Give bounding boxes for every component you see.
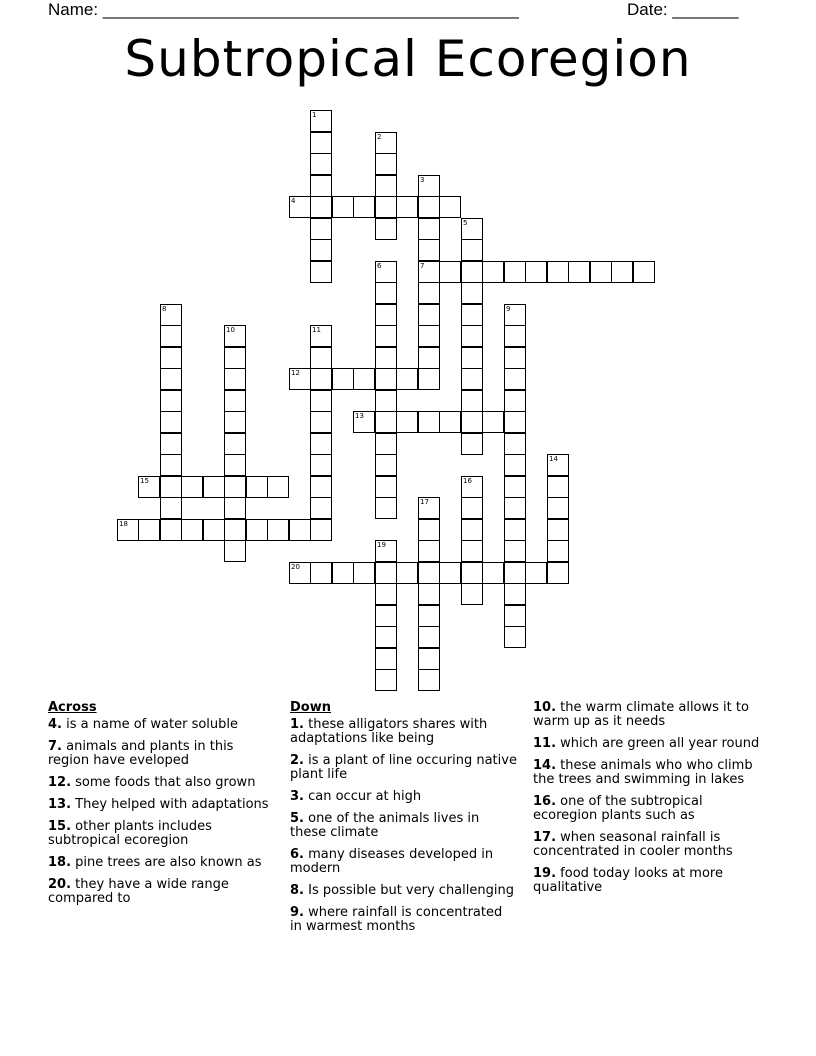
grid-cell[interactable] bbox=[375, 540, 397, 562]
grid-cell[interactable] bbox=[224, 368, 246, 390]
clue-item-number: 1. bbox=[290, 717, 304, 732]
grid-cell[interactable] bbox=[504, 540, 526, 562]
clue-item bbox=[48, 798, 276, 812]
clue-item-text: is a plant of line occuring native plant life bbox=[290, 753, 517, 782]
grid-cell[interactable] bbox=[224, 325, 246, 347]
clue-item-number: 9. bbox=[290, 905, 304, 920]
grid-cell[interactable] bbox=[203, 476, 225, 498]
grid-cell[interactable] bbox=[504, 261, 526, 283]
clue-item-text: many diseases developed in modern bbox=[290, 847, 494, 876]
grid-cell[interactable] bbox=[181, 519, 203, 541]
grid-cell[interactable] bbox=[375, 261, 397, 283]
grid-cell[interactable] bbox=[310, 368, 332, 390]
grid-cell[interactable] bbox=[181, 476, 203, 498]
clue-item-number: 12. bbox=[48, 775, 72, 790]
down-clue-list-continued bbox=[533, 701, 761, 895]
down-clue-list bbox=[290, 718, 518, 934]
grid-cell[interactable] bbox=[461, 282, 483, 304]
clue-item-text: one of the subtropical ecoregion plants such as bbox=[533, 794, 703, 823]
grid-cell[interactable] bbox=[482, 261, 504, 283]
grid-cell[interactable] bbox=[418, 347, 440, 369]
clue-number: 8 bbox=[162, 305, 167, 313]
grid-cell[interactable] bbox=[461, 239, 483, 261]
grid-cell[interactable] bbox=[160, 325, 182, 347]
grid-cell[interactable] bbox=[375, 583, 397, 605]
grid-cell[interactable] bbox=[117, 519, 139, 541]
grid-cell[interactable] bbox=[332, 562, 354, 584]
grid-cell[interactable] bbox=[289, 368, 311, 390]
grid-cell[interactable] bbox=[461, 261, 483, 283]
grid-cell[interactable] bbox=[310, 175, 332, 197]
grid-cell[interactable] bbox=[289, 562, 311, 584]
clue-item bbox=[290, 754, 518, 782]
grid-cell[interactable] bbox=[418, 261, 440, 283]
grid-cell[interactable] bbox=[547, 497, 569, 519]
grid-cell[interactable] bbox=[310, 347, 332, 369]
grid-cell[interactable] bbox=[418, 583, 440, 605]
grid-cell[interactable] bbox=[547, 540, 569, 562]
clue-item bbox=[533, 701, 761, 729]
grid-cell[interactable] bbox=[418, 325, 440, 347]
down-clues-continued bbox=[533, 701, 761, 903]
grid-cell[interactable] bbox=[439, 562, 461, 584]
grid-cell[interactable] bbox=[461, 325, 483, 347]
grid-cell[interactable] bbox=[418, 239, 440, 261]
grid-cell[interactable] bbox=[353, 411, 375, 433]
grid-cell[interactable] bbox=[482, 411, 504, 433]
clue-number: 18 bbox=[119, 520, 128, 528]
clue-item-text: animals and plants in this region have eveloped bbox=[48, 739, 234, 768]
clue-item-text: They helped with adaptations bbox=[71, 797, 269, 812]
grid-cell[interactable] bbox=[375, 562, 397, 584]
clue-item-text: one of the animals lives in these climate bbox=[290, 811, 480, 840]
grid-cell[interactable] bbox=[353, 562, 375, 584]
clue-item-text: which are green all year round bbox=[556, 736, 760, 751]
grid-cell[interactable] bbox=[418, 669, 440, 691]
clue-item bbox=[48, 718, 276, 732]
grid-cell[interactable] bbox=[289, 519, 311, 541]
clue-item-text: is a name of water soluble bbox=[61, 717, 239, 732]
clue-item bbox=[290, 884, 518, 898]
down-heading: Down bbox=[290, 700, 331, 715]
grid-cell[interactable] bbox=[504, 583, 526, 605]
grid-cell[interactable] bbox=[418, 196, 440, 218]
grid-cell[interactable] bbox=[310, 497, 332, 519]
grid-cell[interactable] bbox=[396, 562, 418, 584]
clue-item-number: 13. bbox=[48, 797, 72, 812]
grid-cell[interactable] bbox=[267, 519, 289, 541]
clue-item-text: other plants includes subtropical ecoregion bbox=[48, 819, 212, 848]
grid-cell[interactable] bbox=[310, 454, 332, 476]
grid-cell[interactable] bbox=[547, 261, 569, 283]
clue-number: 10 bbox=[226, 326, 235, 334]
grid-cell[interactable] bbox=[375, 411, 397, 433]
clue-number: 14 bbox=[549, 455, 558, 463]
clue-item-text: they have a wide range compared to bbox=[48, 877, 229, 906]
grid-cell[interactable] bbox=[418, 411, 440, 433]
grid-cell[interactable] bbox=[504, 454, 526, 476]
grid-cell[interactable] bbox=[461, 218, 483, 240]
clue-item-number: 20. bbox=[48, 877, 72, 892]
clue-number: 13 bbox=[355, 412, 364, 420]
clue-item bbox=[290, 848, 518, 876]
grid-cell[interactable] bbox=[461, 519, 483, 541]
clue-item-number: 8. bbox=[290, 883, 304, 898]
grid-cell[interactable] bbox=[375, 347, 397, 369]
clue-item-number: 10. bbox=[533, 700, 557, 715]
grid-cell[interactable] bbox=[246, 476, 268, 498]
grid-cell[interactable] bbox=[310, 325, 332, 347]
grid-cell[interactable] bbox=[418, 175, 440, 197]
clue-number: 17 bbox=[420, 498, 429, 506]
clue-number: 19 bbox=[377, 541, 386, 549]
grid-cell[interactable] bbox=[418, 304, 440, 326]
grid-cell[interactable] bbox=[375, 218, 397, 240]
page-title: Subtropical Ecoregion bbox=[124, 30, 692, 88]
clue-item bbox=[48, 856, 276, 870]
grid-cell[interactable] bbox=[396, 196, 418, 218]
grid-cell[interactable] bbox=[310, 218, 332, 240]
grid-cell[interactable] bbox=[504, 433, 526, 455]
clue-item-text: when seasonal rainfall is concentrated in cooler months bbox=[533, 830, 733, 859]
grid-cell[interactable] bbox=[160, 454, 182, 476]
grid-cell[interactable] bbox=[461, 304, 483, 326]
grid-cell[interactable] bbox=[504, 325, 526, 347]
grid-cell[interactable] bbox=[160, 519, 182, 541]
grid-cell[interactable] bbox=[418, 626, 440, 648]
clue-item-number: 5. bbox=[290, 811, 304, 826]
clue-item-number: 15. bbox=[48, 819, 72, 834]
grid-cell[interactable] bbox=[246, 519, 268, 541]
grid-cell[interactable] bbox=[310, 519, 332, 541]
grid-cell[interactable] bbox=[224, 433, 246, 455]
grid-cell[interactable] bbox=[224, 476, 246, 498]
clue-number: 5 bbox=[463, 219, 468, 227]
date-line: Date: _______ bbox=[627, 0, 739, 19]
clue-item-text: some foods that also grown bbox=[71, 775, 256, 790]
grid-cell[interactable] bbox=[461, 368, 483, 390]
clue-number: 6 bbox=[377, 262, 382, 270]
clue-item bbox=[290, 812, 518, 840]
grid-cell[interactable] bbox=[504, 605, 526, 627]
grid-cell[interactable] bbox=[203, 519, 225, 541]
grid-cell[interactable] bbox=[267, 476, 289, 498]
grid-cell[interactable] bbox=[375, 648, 397, 670]
grid-cell[interactable] bbox=[353, 368, 375, 390]
grid-cell[interactable] bbox=[396, 368, 418, 390]
grid-cell[interactable] bbox=[289, 196, 311, 218]
grid-cell[interactable] bbox=[504, 626, 526, 648]
clue-item bbox=[48, 776, 276, 790]
clue-number: 12 bbox=[291, 369, 300, 377]
grid-cell[interactable] bbox=[310, 390, 332, 412]
clue-number: 16 bbox=[463, 477, 472, 485]
grid-cell[interactable] bbox=[396, 411, 418, 433]
grid-cell[interactable] bbox=[461, 583, 483, 605]
grid-cell[interactable] bbox=[504, 304, 526, 326]
grid-cell[interactable] bbox=[633, 261, 655, 283]
grid-cell[interactable] bbox=[160, 411, 182, 433]
grid-cell[interactable] bbox=[525, 562, 547, 584]
clue-item bbox=[290, 718, 518, 746]
grid-cell[interactable] bbox=[547, 562, 569, 584]
grid-cell[interactable] bbox=[375, 132, 397, 154]
grid-cell[interactable] bbox=[461, 497, 483, 519]
grid-cell[interactable] bbox=[482, 562, 504, 584]
grid-cell[interactable] bbox=[504, 368, 526, 390]
grid-cell[interactable] bbox=[138, 519, 160, 541]
clue-item-text: pine trees are also known as bbox=[71, 855, 262, 870]
grid-cell[interactable] bbox=[439, 261, 461, 283]
grid-cell[interactable] bbox=[461, 347, 483, 369]
name-line: Name: ____________________________________________ bbox=[48, 0, 519, 19]
grid-cell[interactable] bbox=[375, 153, 397, 175]
grid-cell[interactable] bbox=[310, 261, 332, 283]
grid-cell[interactable] bbox=[224, 497, 246, 519]
grid-cell[interactable] bbox=[160, 433, 182, 455]
clue-item-number: 14. bbox=[533, 758, 557, 773]
clue-item bbox=[290, 790, 518, 804]
grid-cell[interactable] bbox=[310, 132, 332, 154]
grid-cell[interactable] bbox=[504, 476, 526, 498]
grid-cell[interactable] bbox=[310, 153, 332, 175]
grid-cell[interactable] bbox=[160, 347, 182, 369]
grid-cell[interactable] bbox=[310, 476, 332, 498]
clue-item bbox=[48, 740, 276, 768]
grid-cell[interactable] bbox=[547, 454, 569, 476]
clue-item-number: 17. bbox=[533, 830, 557, 845]
grid-cell[interactable] bbox=[439, 196, 461, 218]
clue-item-number: 2. bbox=[290, 753, 304, 768]
grid-cell[interactable] bbox=[375, 325, 397, 347]
grid-cell[interactable] bbox=[310, 110, 332, 132]
grid-cell[interactable] bbox=[224, 411, 246, 433]
grid-cell[interactable] bbox=[160, 390, 182, 412]
grid-cell[interactable] bbox=[375, 454, 397, 476]
grid-cell[interactable] bbox=[310, 239, 332, 261]
clue-item-text: can occur at high bbox=[303, 789, 422, 804]
clue-item-number: 6. bbox=[290, 847, 304, 862]
grid-cell[interactable] bbox=[375, 390, 397, 412]
clue-item bbox=[533, 867, 761, 895]
clue-number: 4 bbox=[291, 197, 296, 205]
grid-cell[interactable] bbox=[461, 411, 483, 433]
across-clues bbox=[48, 701, 276, 914]
grid-cell[interactable] bbox=[590, 261, 612, 283]
grid-cell[interactable] bbox=[310, 411, 332, 433]
clue-number: 9 bbox=[506, 305, 511, 313]
across-clue-list bbox=[48, 718, 276, 906]
grid-cell[interactable] bbox=[418, 562, 440, 584]
grid-cell[interactable] bbox=[224, 454, 246, 476]
clue-item bbox=[48, 820, 276, 848]
grid-cell[interactable] bbox=[160, 497, 182, 519]
clue-item-number: 19. bbox=[533, 866, 557, 881]
grid-cell[interactable] bbox=[160, 476, 182, 498]
grid-cell[interactable] bbox=[504, 497, 526, 519]
clue-item-number: 16. bbox=[533, 794, 557, 809]
grid-cell[interactable] bbox=[375, 669, 397, 691]
grid-cell[interactable] bbox=[224, 540, 246, 562]
clue-number: 1 bbox=[312, 111, 317, 119]
clue-item bbox=[533, 795, 761, 823]
grid-cell[interactable] bbox=[461, 390, 483, 412]
grid-cell[interactable] bbox=[160, 304, 182, 326]
grid-cell[interactable] bbox=[375, 282, 397, 304]
grid-cell[interactable] bbox=[504, 519, 526, 541]
clue-number: 20 bbox=[291, 563, 300, 571]
grid-cell[interactable] bbox=[504, 347, 526, 369]
grid-cell[interactable] bbox=[160, 368, 182, 390]
grid-cell[interactable] bbox=[461, 476, 483, 498]
grid-cell[interactable] bbox=[375, 175, 397, 197]
grid-cell[interactable] bbox=[418, 605, 440, 627]
grid-cell[interactable] bbox=[310, 196, 332, 218]
clue-number: 7 bbox=[420, 262, 425, 270]
grid-cell[interactable] bbox=[547, 476, 569, 498]
grid-cell[interactable] bbox=[332, 196, 354, 218]
grid-cell[interactable] bbox=[224, 519, 246, 541]
clue-item bbox=[533, 759, 761, 787]
clue-item-text: where rainfall is concentrated in warmest months bbox=[290, 905, 503, 934]
grid-cell[interactable] bbox=[138, 476, 160, 498]
clue-item-text: the warm climate allows it to warm up as it needs bbox=[533, 700, 749, 729]
grid-cell[interactable] bbox=[375, 626, 397, 648]
grid-cell[interactable] bbox=[375, 605, 397, 627]
grid-cell[interactable] bbox=[224, 390, 246, 412]
grid-cell[interactable] bbox=[375, 368, 397, 390]
across-heading: Across bbox=[48, 700, 97, 715]
clue-number: 11 bbox=[312, 326, 321, 334]
grid-cell[interactable] bbox=[375, 304, 397, 326]
grid-cell[interactable] bbox=[504, 411, 526, 433]
grid-cell[interactable] bbox=[461, 540, 483, 562]
clue-item bbox=[48, 878, 276, 906]
grid-cell[interactable] bbox=[418, 540, 440, 562]
clue-item-text: Is possible but very challenging bbox=[303, 883, 514, 898]
grid-cell[interactable] bbox=[418, 519, 440, 541]
clue-item-number: 4. bbox=[48, 717, 62, 732]
grid-cell[interactable] bbox=[418, 648, 440, 670]
grid-cell[interactable] bbox=[547, 519, 569, 541]
grid-cell[interactable] bbox=[504, 562, 526, 584]
clue-number: 2 bbox=[377, 133, 382, 141]
clue-item-text: these animals who who climb the trees and swimming in lakes bbox=[533, 758, 753, 787]
grid-cell[interactable] bbox=[525, 261, 547, 283]
grid-cell[interactable] bbox=[375, 196, 397, 218]
grid-cell[interactable] bbox=[504, 390, 526, 412]
clue-number: 3 bbox=[420, 176, 425, 184]
clue-item-text: these alligators shares with adaptations like being bbox=[290, 717, 488, 746]
grid-cell[interactable] bbox=[224, 347, 246, 369]
clue-item-number: 7. bbox=[48, 739, 62, 754]
grid-cell[interactable] bbox=[310, 433, 332, 455]
grid-cell[interactable] bbox=[461, 562, 483, 584]
clue-item bbox=[290, 906, 518, 934]
clue-item-number: 11. bbox=[533, 736, 557, 751]
grid-cell[interactable] bbox=[418, 218, 440, 240]
grid-cell[interactable] bbox=[418, 368, 440, 390]
grid-cell[interactable] bbox=[418, 497, 440, 519]
clue-number: 15 bbox=[140, 477, 149, 485]
grid-cell[interactable] bbox=[418, 282, 440, 304]
down-clues bbox=[290, 701, 518, 942]
clue-item bbox=[533, 737, 761, 751]
grid-cell[interactable] bbox=[310, 562, 332, 584]
grid-cell[interactable] bbox=[375, 476, 397, 498]
clue-item-number: 18. bbox=[48, 855, 72, 870]
grid-cell[interactable] bbox=[461, 433, 483, 455]
grid-cell[interactable] bbox=[375, 497, 397, 519]
grid-cell[interactable] bbox=[611, 261, 633, 283]
clue-item-text: food today looks at more qualitative bbox=[533, 866, 723, 895]
clue-item-number: 3. bbox=[290, 789, 304, 804]
grid-cell[interactable] bbox=[375, 433, 397, 455]
grid-cell[interactable] bbox=[353, 196, 375, 218]
grid-cell[interactable] bbox=[439, 411, 461, 433]
grid-cell[interactable] bbox=[332, 368, 354, 390]
grid-cell[interactable] bbox=[568, 261, 590, 283]
clue-item bbox=[533, 831, 761, 859]
